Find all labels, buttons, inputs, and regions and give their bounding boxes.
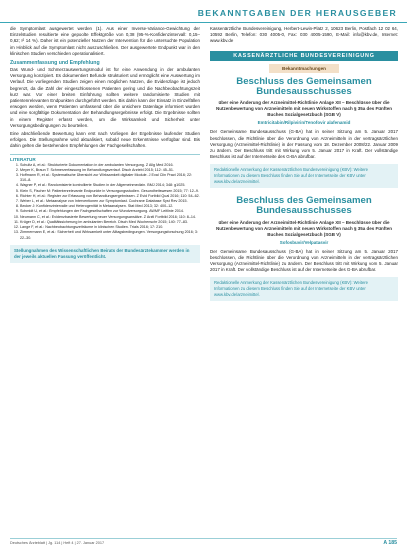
reference-item: 5. Klein S, Fischer M: Patientenrelevante Endpunkte in Versorgungsstudien. Gesundheitswesen 2015; 77: 12–9. bbox=[20, 189, 200, 194]
editorial-note: Redaktionelle Anmerkung der Kassenärztlichen Bundesvereinigung (KBV): Weitere Informationen zu diesem Beschluss finden Sie auf der Internetseite der KBV unter www.kbv.de/arzneimittel. bbox=[210, 277, 398, 300]
resolution-title: Beschluss des Gemeinsamen Bundesausschusses bbox=[236, 75, 372, 98]
kbv-banner: KASSENÄRZTLICHE BUNDESVEREINIGUNG bbox=[210, 51, 398, 61]
reference-item: 1. Schultz A, et al.: Strukturierte Dokumentation in der ambulanten Versorgung. Z Allg Med 2016. bbox=[20, 163, 200, 168]
reference-item: 11. Krüger D, et al.: Qualitätssicherung im ambulanten Bereich. Dtsch Med Wochenschr 2015; 140: 77–83. bbox=[20, 220, 200, 225]
reference-list bbox=[10, 163, 200, 241]
references bbox=[10, 154, 200, 241]
page-number: A 185 bbox=[383, 540, 397, 546]
substance-name: Sofosbuvir/Velpatasvir bbox=[279, 239, 329, 245]
journal-citation: Deutsches Ärzteblatt | Jg. 114 | Heft 4 | 27. Januar 2017 bbox=[10, 541, 105, 545]
resolution-text: Der Gemeinsame Bundesausschuss (G-BA) hat in seiner Sitzung am 5. Januar 2017 beschlossen, die Richtlinie über die Verordnung von Arzneimitteln in der vertragsärztlichen Versorgung (Arzneimittel-Richtlinie) zu ändern. Der Beschluss tritt mit Wirkung vom 5. Januar 2017 in Kraft. Der vollständige Beschluss ist auf der Internetseite des G-BA abrufbar. bbox=[210, 248, 398, 273]
editorial-note: Redaktionelle Anmerkung der Kassenärztlichen Bundesvereinigung (KBV): Weitere Informationen zu diesem Beschluss finden Sie auf der Internetseite der KBV unter www.kbv.de/arzneimittel. bbox=[210, 164, 398, 187]
announcement-label: Bekanntmachungen bbox=[269, 64, 339, 73]
address-paragraph: Kassenärztliche Bundesvereinigung, Herbert-Lewin-Platz 2, 10623 Berlin, Postfach 12 02 64, 10592 Berlin, Telefon: 030 4005-0, Fax: 030 4005-1590, E-Mail: info@kbv.de, Internet: www.kbv.de bbox=[210, 26, 398, 44]
resolution-title: Beschluss des Gemeinsamen Bundesausschusses bbox=[236, 194, 372, 217]
reference-item: 6. Richter H, et al.: Register zur Erfassung von Behandlungsergebnissen. Z Evid Fortbild Qual 2016; 110: 54–62. bbox=[20, 194, 200, 199]
paragraph: die Symptomlast ausgewertet werden (1). Aus einer Inverse-Variance-Gewichtung der Einzelstudien resultierte eine gepoolte Effektgröße von 0,38 (95-%-Konfidenzintervall: 0,15–0,62; I² 14 %). Daher ist ein potenzieller Nutzen der Intervention für die untersuchte Population im Hinblick auf die Symptomlast nicht auszuschließen. Der ausgewertete Endpunkt war in den klinischen Studien verschieden operationalisiert. bbox=[10, 26, 200, 56]
right-column bbox=[210, 26, 398, 309]
section-title: BEKANNTGABEN DER HERAUSGEBER bbox=[197, 8, 397, 18]
page-header bbox=[0, 8, 407, 23]
paragraph: Das Wund- und Schmerzauswertungsmodul ist für eine Anwendung in der ambulanten Versorgung konzipiert. Es dokumentiert Befunde strukturiert und ermöglicht eine Auswertung im Verlauf. Die vorliegenden Studien zeigen einen möglichen Nutzen, die Evidenzlage ist jedoch begrenzt, da die Zahl der eingeschlossenen Patienten gering und die Nachbeobachtungszeit kurz war. Vor einer breiten Einführung sollten weitere randomisierte Studien mit patientenrelevanten Endpunkten durchgeführt werden. Bis dahin kann der Einsatz in Einzelfällen erwogen werden, wenn Patienten umfassend über die unsichere Datenlage informiert wurden und eine sorgfältige Dokumentation der Behandlungsergebnisse erfolgt. Die Ergebnisse sollten in einem Register erfasst werden, um die Wirksamkeit und Sicherheit unter Versorgungsbedingungen zu beurteilen. bbox=[10, 67, 200, 128]
references-heading: LITERATUR bbox=[10, 156, 36, 162]
reference-item: 3. Hoffmann R, et al.: Systematische Übersicht zur Wirksamkeit digitaler Module. J Eval Clin Pract 2016; 22: 310–8. bbox=[20, 173, 200, 183]
resolution-subtitle: über eine Änderung der Arzneimittel-Richtlinie Anlage XII – Beschlüsse über die Nutzenbewertung von Arzneimitteln mit neuen Wirkstoffen nach § 35a des Fünften Buches Sozialgesetzbuch (SGB V) bbox=[215, 219, 393, 237]
resolution-text: Der Gemeinsame Bundesausschuss (G-BA) hat in seiner Sitzung am 5. Januar 2017 beschlossen, die Richtlinie über die Verordnung von Arzneimitteln in der vertragsärztlichen Versorgung (Arzneimittel-Richtlinie) in der Fassung vom 18. Dezember 2008/22. Januar 2009 zu ändern. Der Beschluss tritt mit Wirkung vom 5. Januar 2017 in Kraft. Der vollständige Beschluss ist auf der Internetseite des G-BA abrufbar. bbox=[210, 129, 398, 160]
left-column bbox=[10, 26, 200, 263]
paragraph: Eine abschließende Bewertung kann erst nach Vorliegen der Ergebnisse laufender Studien erfolgen. Die Stellungnahme wird aktualisiert, sobald neue Erkenntnisse verfügbar sind. Bis dahin gelten die bestehenden Empfehlungen der Fachgesellschaften. bbox=[10, 131, 200, 149]
reference-item: 7. Weber L, et al.: Metaanalyse von Interventionen zur Symptomlast. Cochrane Database Syst Rev 2015. bbox=[20, 199, 200, 204]
reference-item: 9. Schmidt U, et al.: Empfehlungen der Fachgesellschaften zur Wundversorgung. AWMF Leitlinie 2014. bbox=[20, 209, 200, 214]
reference-item: 4. Wagner P, et al.: Randomisierte kontrollierte Studien in der Allgemeinmedizin. BMJ 2014; 348: g1025. bbox=[20, 183, 200, 188]
resolution-subtitle: über eine Änderung der Arzneimittel-Richtlinie Anlage XII – Beschlüsse über die Nutzenbewertung von Arzneimitteln mit neuen Wirkstoffen nach § 35a des Fünften Buches Sozialgesetzbuch (SGB V) bbox=[215, 100, 393, 118]
substance-name: Emtricitabin/Rilpivirin/Tenofovir alafenamid bbox=[257, 120, 351, 126]
page-footer bbox=[10, 538, 397, 548]
reference-item: 8. Becker J: Konfidenzintervalle und Heterogenität in Metaanalysen. Stat Med 2013; 32: 400–12. bbox=[20, 204, 200, 209]
info-box: Stellungnahmen des Wissenschaftlichen Beirats der Bundesärztekammer werden in der jeweils aktuellen Fassung veröffentlicht. bbox=[10, 245, 200, 263]
reference-item: 2. Meyer K, Braun T: Schmerzerfassung im Behandlungsverlauf. Dtsch Arztebl 2015; 112: 45–51. bbox=[20, 168, 200, 173]
reference-item: 12. Lange F, et al.: Nachbeobachtungszeiträume in klinischen Studien. Trials 2016; 17: 210. bbox=[20, 225, 200, 230]
reference-item: 10. Neumann C, et al.: Evidenzbasierte Bewertung neuer Versorgungsansätze. Z Arztl Fortbild 2016; 110: 8–14. bbox=[20, 215, 200, 220]
reference-item: 13. Zimmermann E, et al.: Sicherheit und Wirksamkeit unter Alltagsbedingungen. Versorgungsforschung 2016; 3: 22–30. bbox=[20, 230, 200, 240]
section-heading: Zusammenfassung und Empfehlung bbox=[10, 60, 100, 67]
